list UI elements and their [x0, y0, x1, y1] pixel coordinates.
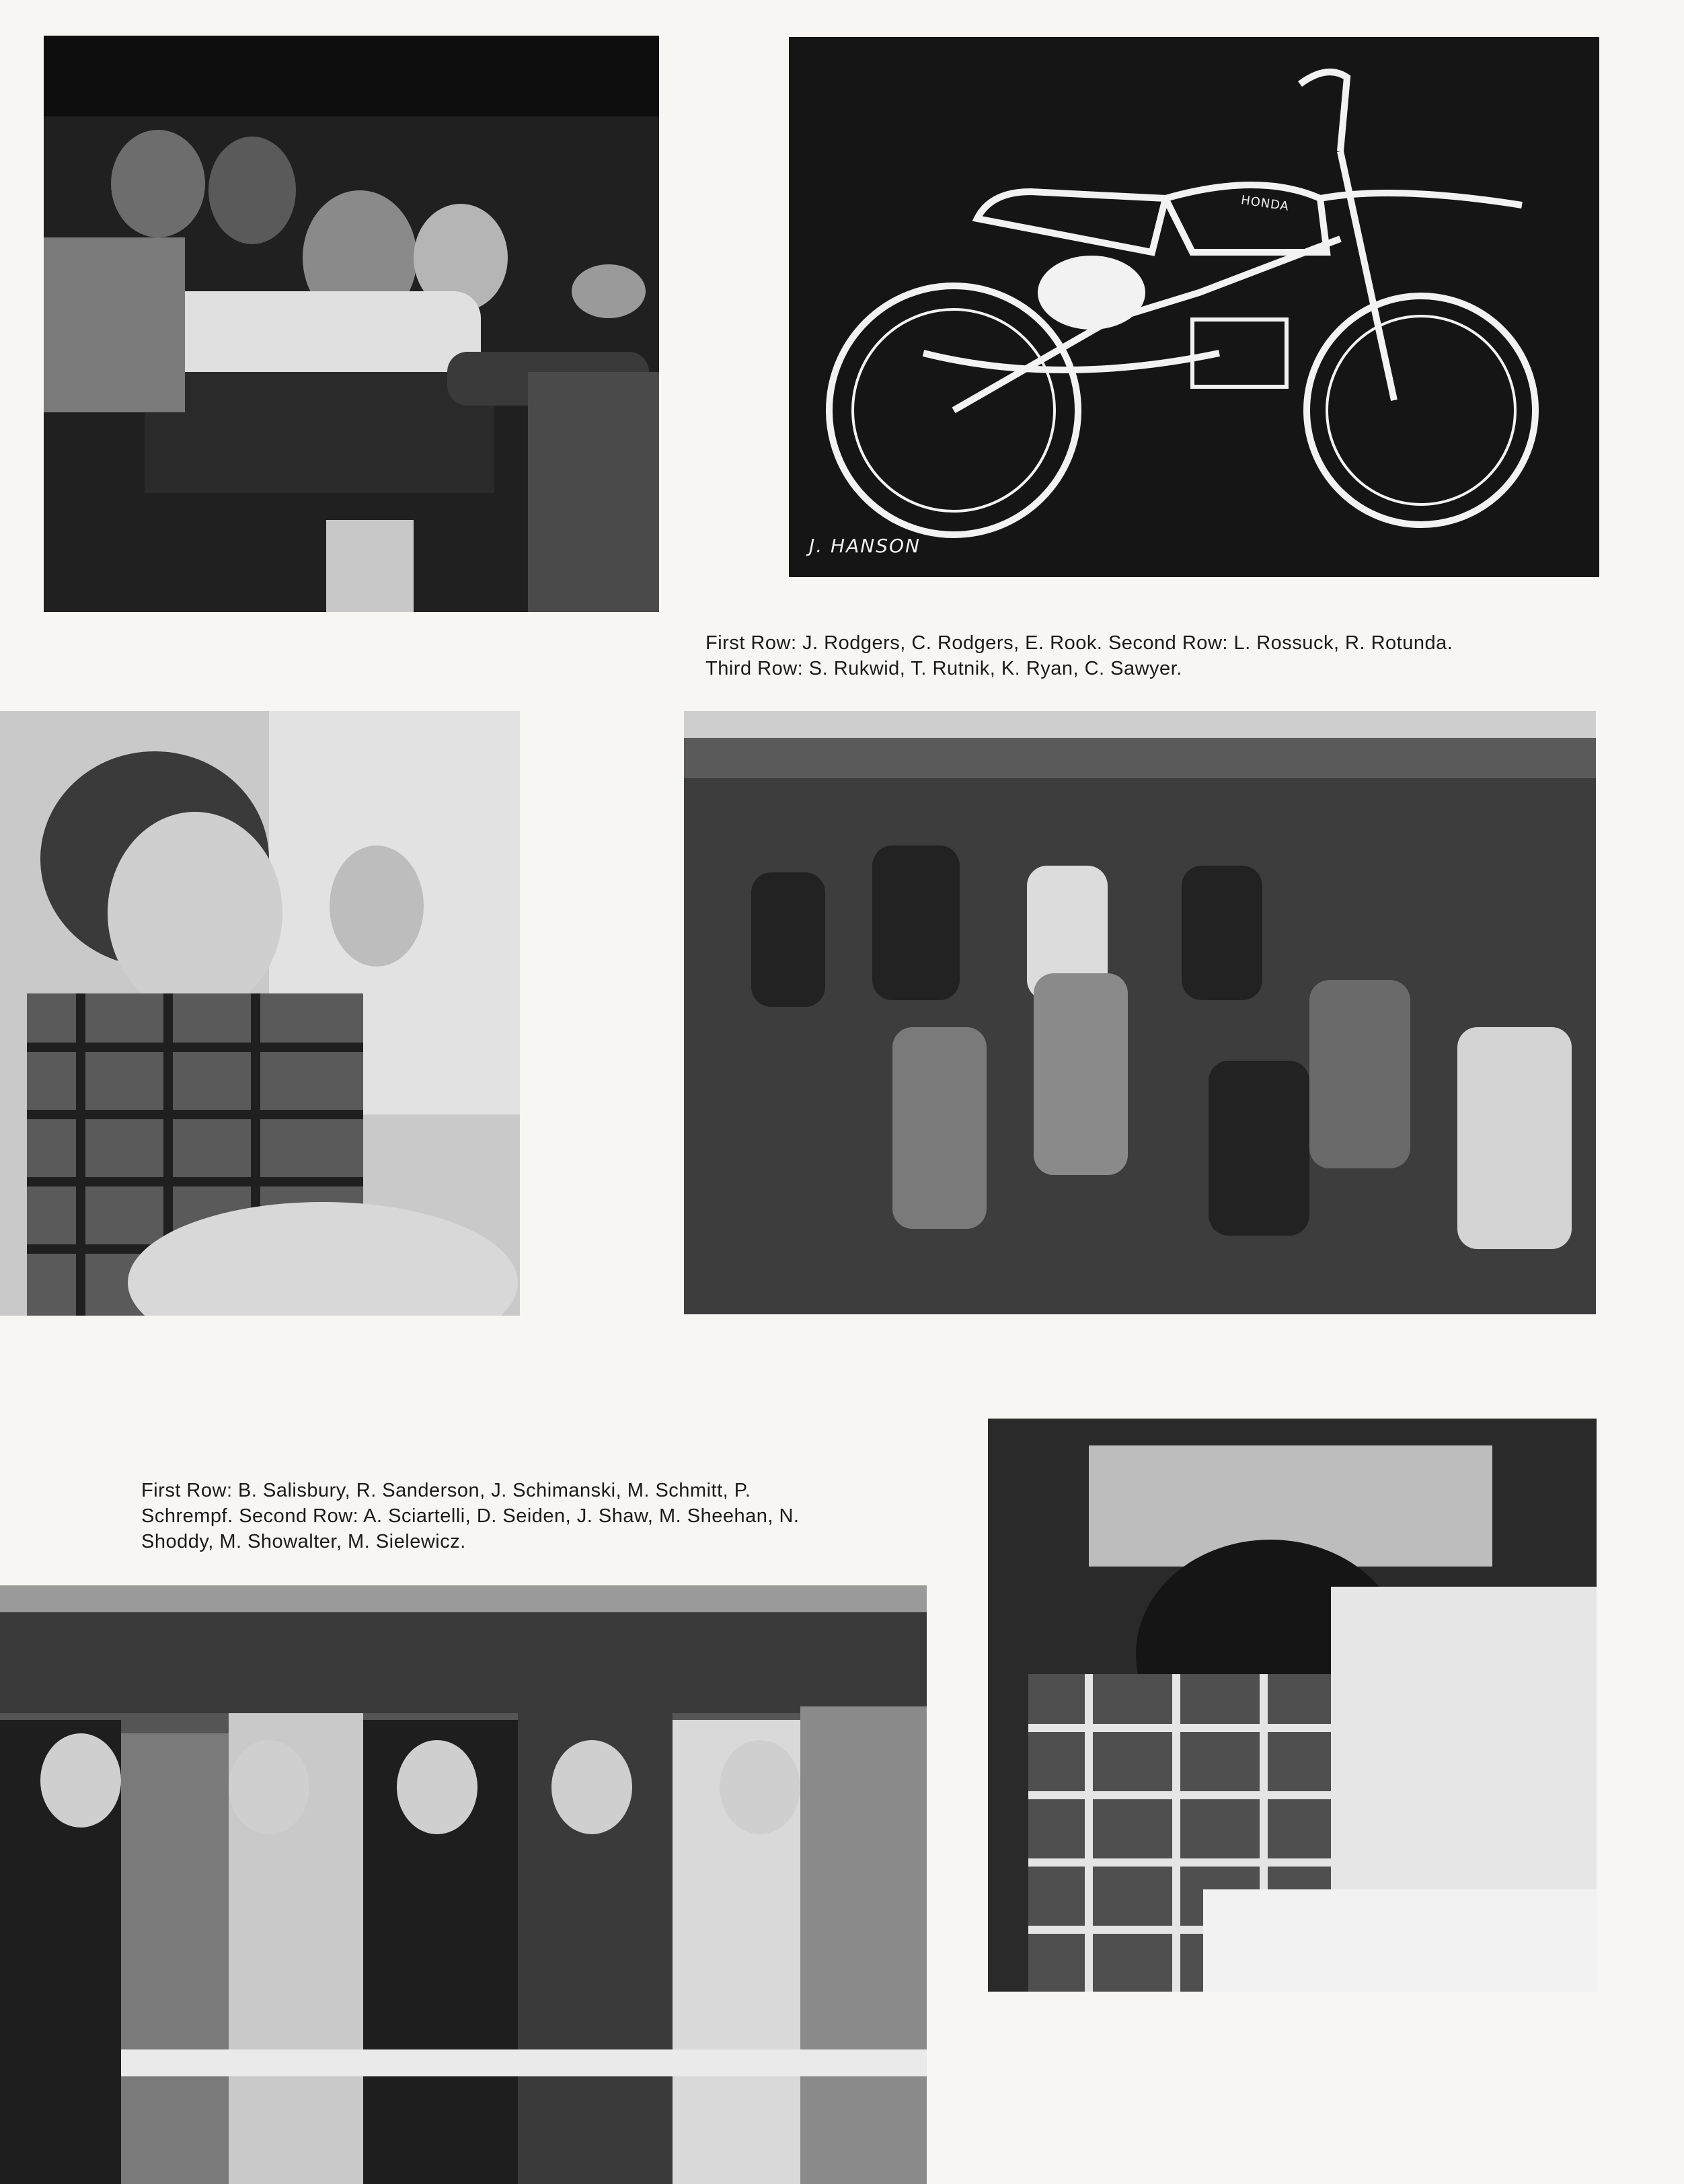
caption-top-line1: First Row: J. Rodgers, C. Rodgers, E. Rook. Second Row: L. Rossuck, R. Rotunda. — [705, 632, 1453, 654]
group-field-art — [684, 711, 1596, 1314]
crowd-photo — [44, 36, 659, 612]
group-bench-art — [0, 1585, 927, 2184]
caption-bottom-line3: Shoddy, M. Showalter, M. Sielewicz. — [141, 1531, 466, 1552]
caption-bottom-line1: First Row: B. Salisbury, R. Sanderson, J. Schimanski, M. Schmitt, P. — [141, 1480, 751, 1501]
motorcycle-art — [789, 37, 1599, 577]
writing-student-photo — [988, 1419, 1597, 1992]
caption-top — [705, 630, 1660, 681]
boy-portrait-art — [0, 711, 520, 1316]
boy-portrait-photo — [0, 711, 520, 1316]
group-bench-photo — [0, 1585, 927, 2184]
artist-signature: J. HANSON — [809, 535, 921, 557]
crowd-photo-art — [44, 36, 659, 612]
motorcycle-drawing — [789, 37, 1599, 577]
caption-bottom — [141, 1478, 962, 1554]
group-field-photo — [684, 711, 1596, 1314]
caption-top-line2: Third Row: S. Rukwid, T. Rutnik, K. Ryan, C. Sawyer. — [705, 658, 1182, 679]
tank-label: HONDA — [1239, 193, 1291, 214]
caption-bottom-line2: Schrempf. Second Row: A. Sciartelli, D. Seiden, J. Shaw, M. Sheehan, N. — [141, 1505, 800, 1527]
writing-student-art — [988, 1419, 1597, 1992]
